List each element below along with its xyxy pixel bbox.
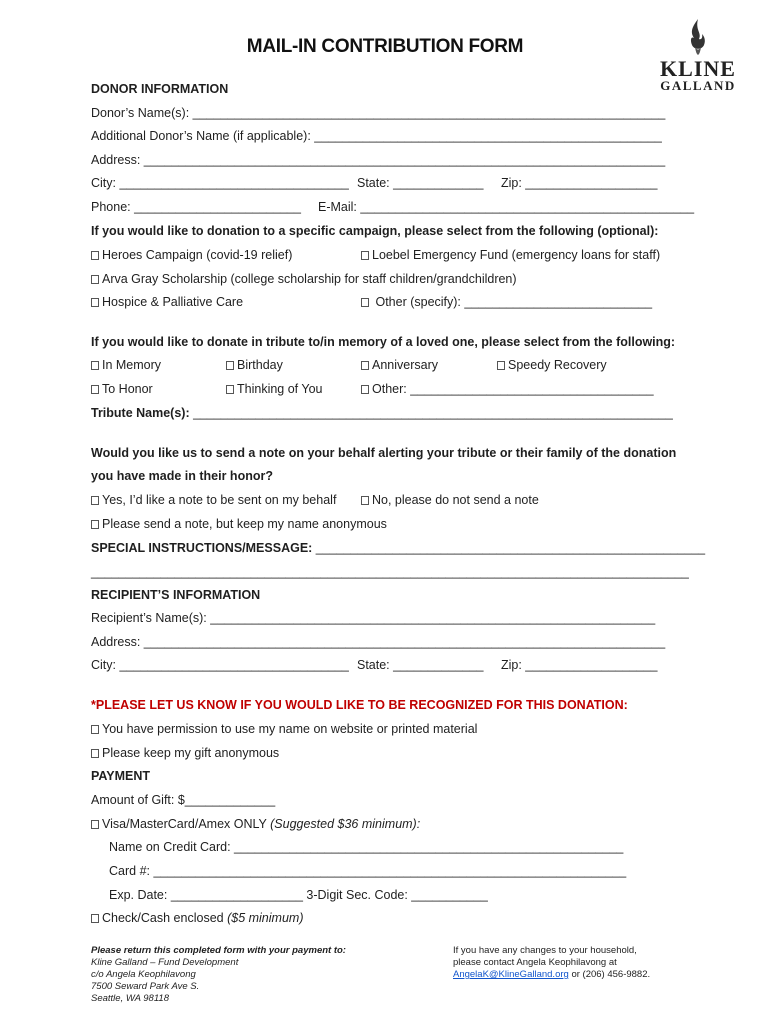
name-on-card-field[interactable]: Name on Credit Card: ________________________________________________________ [109, 840, 624, 854]
kline-galland-logo [652, 18, 744, 98]
return-line: 7500 Seward Park Ave S. [91, 981, 200, 992]
contact-line: please contact Angela Keophilavong at [453, 957, 617, 968]
logo-text-kline: KLINE [660, 56, 736, 81]
payment-heading: PAYMENT [91, 769, 151, 783]
recipient-address-field[interactable]: Address: ___________________________________________________________________________ [91, 635, 666, 649]
donor-heading: DONOR INFORMATION [91, 82, 229, 96]
note-option-no[interactable] [361, 493, 539, 507]
checkbox[interactable] [91, 361, 99, 370]
checkbox[interactable] [497, 361, 505, 370]
gift-amount-field[interactable]: Amount of Gift: $_____________ [91, 793, 276, 807]
donor-names-field[interactable]: Donor’s Name(s): ____________________________________________________________________ [91, 106, 666, 120]
campaign-option-arva[interactable] [91, 272, 517, 286]
donor-state-field[interactable]: State: _____________ [357, 176, 484, 190]
option-label: Yes, I’d like a note to be sent on my behalf [102, 493, 337, 507]
donor-city-field[interactable]: City: _________________________________ [91, 176, 349, 190]
card-number-field[interactable]: Card #: ____________________________________________________________________ [109, 864, 627, 878]
tribute-option-anniversary[interactable] [361, 358, 438, 372]
checkbox[interactable] [361, 298, 369, 307]
checkbox[interactable] [91, 385, 99, 394]
campaign-option-heroes[interactable] [91, 248, 292, 262]
checkbox[interactable] [226, 361, 234, 370]
tribute-option-thinking[interactable] [226, 382, 323, 396]
tribute-option-speedy-recovery[interactable] [497, 358, 607, 372]
option-label: Arva Gray Scholarship (college scholarship for staff children/grandchildren) [102, 272, 517, 286]
return-line: Kline Galland – Fund Development [91, 957, 239, 968]
payment-option-check[interactable] [91, 911, 303, 925]
option-label: Speedy Recovery [508, 358, 607, 372]
tribute-option-to-honor[interactable] [91, 382, 153, 396]
special-instructions-field[interactable] [91, 541, 705, 555]
special-instructions-label: SPECIAL INSTRUCTIONS/MESSAGE: [91, 541, 316, 555]
campaign-question: If you would like to donation to a specific campaign, please select from the following (optional): [91, 224, 659, 238]
donor-phone-field[interactable]: Phone: ________________________ [91, 200, 301, 214]
option-label: Check/Cash enclosed [102, 911, 228, 925]
flame-icon [686, 18, 710, 56]
tribute-option-in-memory[interactable] [91, 358, 161, 372]
recipient-zip-field[interactable]: Zip: ___________________ [501, 658, 658, 672]
campaign-option-loebel[interactable] [361, 248, 660, 262]
option-label: You have permission to use my name on website or printed material [102, 722, 478, 736]
return-address-block [91, 945, 411, 1005]
note-option-yes[interactable] [91, 493, 336, 507]
recognition-option-permission[interactable] [91, 722, 477, 736]
contact-line [453, 969, 743, 981]
tribute-option-birthday[interactable] [226, 358, 283, 372]
tribute-names-field[interactable] [91, 406, 673, 420]
contact-line: If you have any changes to your household, [453, 945, 637, 956]
checkbox[interactable] [91, 298, 99, 307]
donor-email-field[interactable]: E-Mail: ________________________________________________ [318, 200, 695, 214]
checkbox[interactable] [91, 914, 99, 923]
option-label: Anniversary [372, 358, 438, 372]
donor-zip-field[interactable]: Zip: ___________________ [501, 176, 658, 190]
campaign-option-other[interactable] [361, 295, 652, 309]
checkbox[interactable] [91, 496, 99, 505]
option-label: Heroes Campaign (covid-19 relief) [102, 248, 293, 262]
checkbox[interactable] [91, 749, 99, 758]
form-title: MAIL-IN CONTRIBUTION FORM [246, 36, 524, 57]
option-label: Please send a note, but keep my name anonymous [102, 517, 387, 531]
logo-text-galland: GALLAND [660, 78, 736, 93]
tribute-names-label: Tribute Name(s): [91, 406, 194, 420]
special-instructions-line-2[interactable]: ______________________________________________________________________________________ [91, 565, 689, 579]
checkbox[interactable] [361, 361, 369, 370]
checkbox[interactable] [91, 520, 99, 529]
recognition-heading: *PLEASE LET US KNOW IF YOU WOULD LIKE TO BE RECOGNIZED FOR THIS DONATION: [91, 698, 628, 712]
option-label: Other (specify): ___________________________ [372, 295, 653, 309]
contact-email-link[interactable]: AngelaK@KlineGalland.org [453, 969, 569, 980]
option-label: Other: ___________________________________ [372, 382, 654, 396]
option-label: Hospice & Palliative Care [102, 295, 244, 309]
checkbox[interactable] [91, 820, 99, 829]
campaign-option-hospice[interactable] [91, 295, 243, 309]
additional-donor-field[interactable]: Additional Donor’s Name (if applicable): __________________________________________________ [91, 129, 662, 143]
tribute-option-other[interactable] [361, 382, 654, 396]
recipient-names-field[interactable]: Recipient’s Name(s): ________________________________________________________________ [91, 611, 656, 625]
note-question-line1: Would you like us to send a note on your behalf alerting your tribute or their family of the donation [91, 446, 677, 460]
recipient-city-field[interactable]: City: _________________________________ [91, 658, 349, 672]
recognition-option-anonymous[interactable] [91, 746, 279, 760]
option-label: Please keep my gift anonymous [102, 746, 280, 760]
checkbox[interactable] [226, 385, 234, 394]
exp-date-sec-code-field[interactable]: Exp. Date: ___________________ 3-Digit Sec. Code: ___________ [109, 888, 488, 902]
note-option-anonymous[interactable] [91, 517, 387, 531]
option-label: No, please do not send a note [372, 493, 539, 507]
option-label: Birthday [237, 358, 283, 372]
option-label: Loebel Emergency Fund (emergency loans for staff) [372, 248, 661, 262]
checkbox[interactable] [361, 496, 369, 505]
return-heading: Please return this completed form with your payment to: [91, 945, 346, 956]
contact-block [453, 945, 743, 981]
special-instructions-line[interactable]: ________________________________________________________ [315, 541, 706, 555]
checkbox[interactable] [91, 251, 99, 260]
card-minimum-note: (Suggested $36 minimum): [270, 817, 421, 831]
payment-option-card[interactable] [91, 817, 420, 831]
checkbox[interactable] [361, 385, 369, 394]
option-label: To Honor [102, 382, 153, 396]
recipient-state-field[interactable]: State: _____________ [357, 658, 484, 672]
donor-address-field[interactable]: Address: ___________________________________________________________________________ [91, 153, 666, 167]
checkbox[interactable] [361, 251, 369, 260]
return-line: Seattle, WA 98118 [91, 993, 169, 1004]
checkbox[interactable] [91, 725, 99, 734]
checkbox[interactable] [91, 275, 99, 284]
tribute-question: If you would like to donate in tribute to/in memory of a loved one, please select from the following: [91, 335, 676, 349]
option-label: Thinking of You [237, 382, 323, 396]
option-label: Visa/MasterCard/Amex ONLY [102, 817, 271, 831]
note-question-line2: you have made in their honor? [91, 469, 273, 483]
check-minimum-note: ($5 minimum) [227, 911, 304, 925]
recipient-heading: RECIPIENT’S INFORMATION [91, 588, 261, 602]
tribute-names-line[interactable]: _____________________________________________________________________ [193, 406, 673, 420]
return-line: c/o Angela Keophilavong [91, 969, 196, 980]
option-label: In Memory [102, 358, 162, 372]
contact-phone: or (206) 456-9882. [568, 969, 651, 980]
